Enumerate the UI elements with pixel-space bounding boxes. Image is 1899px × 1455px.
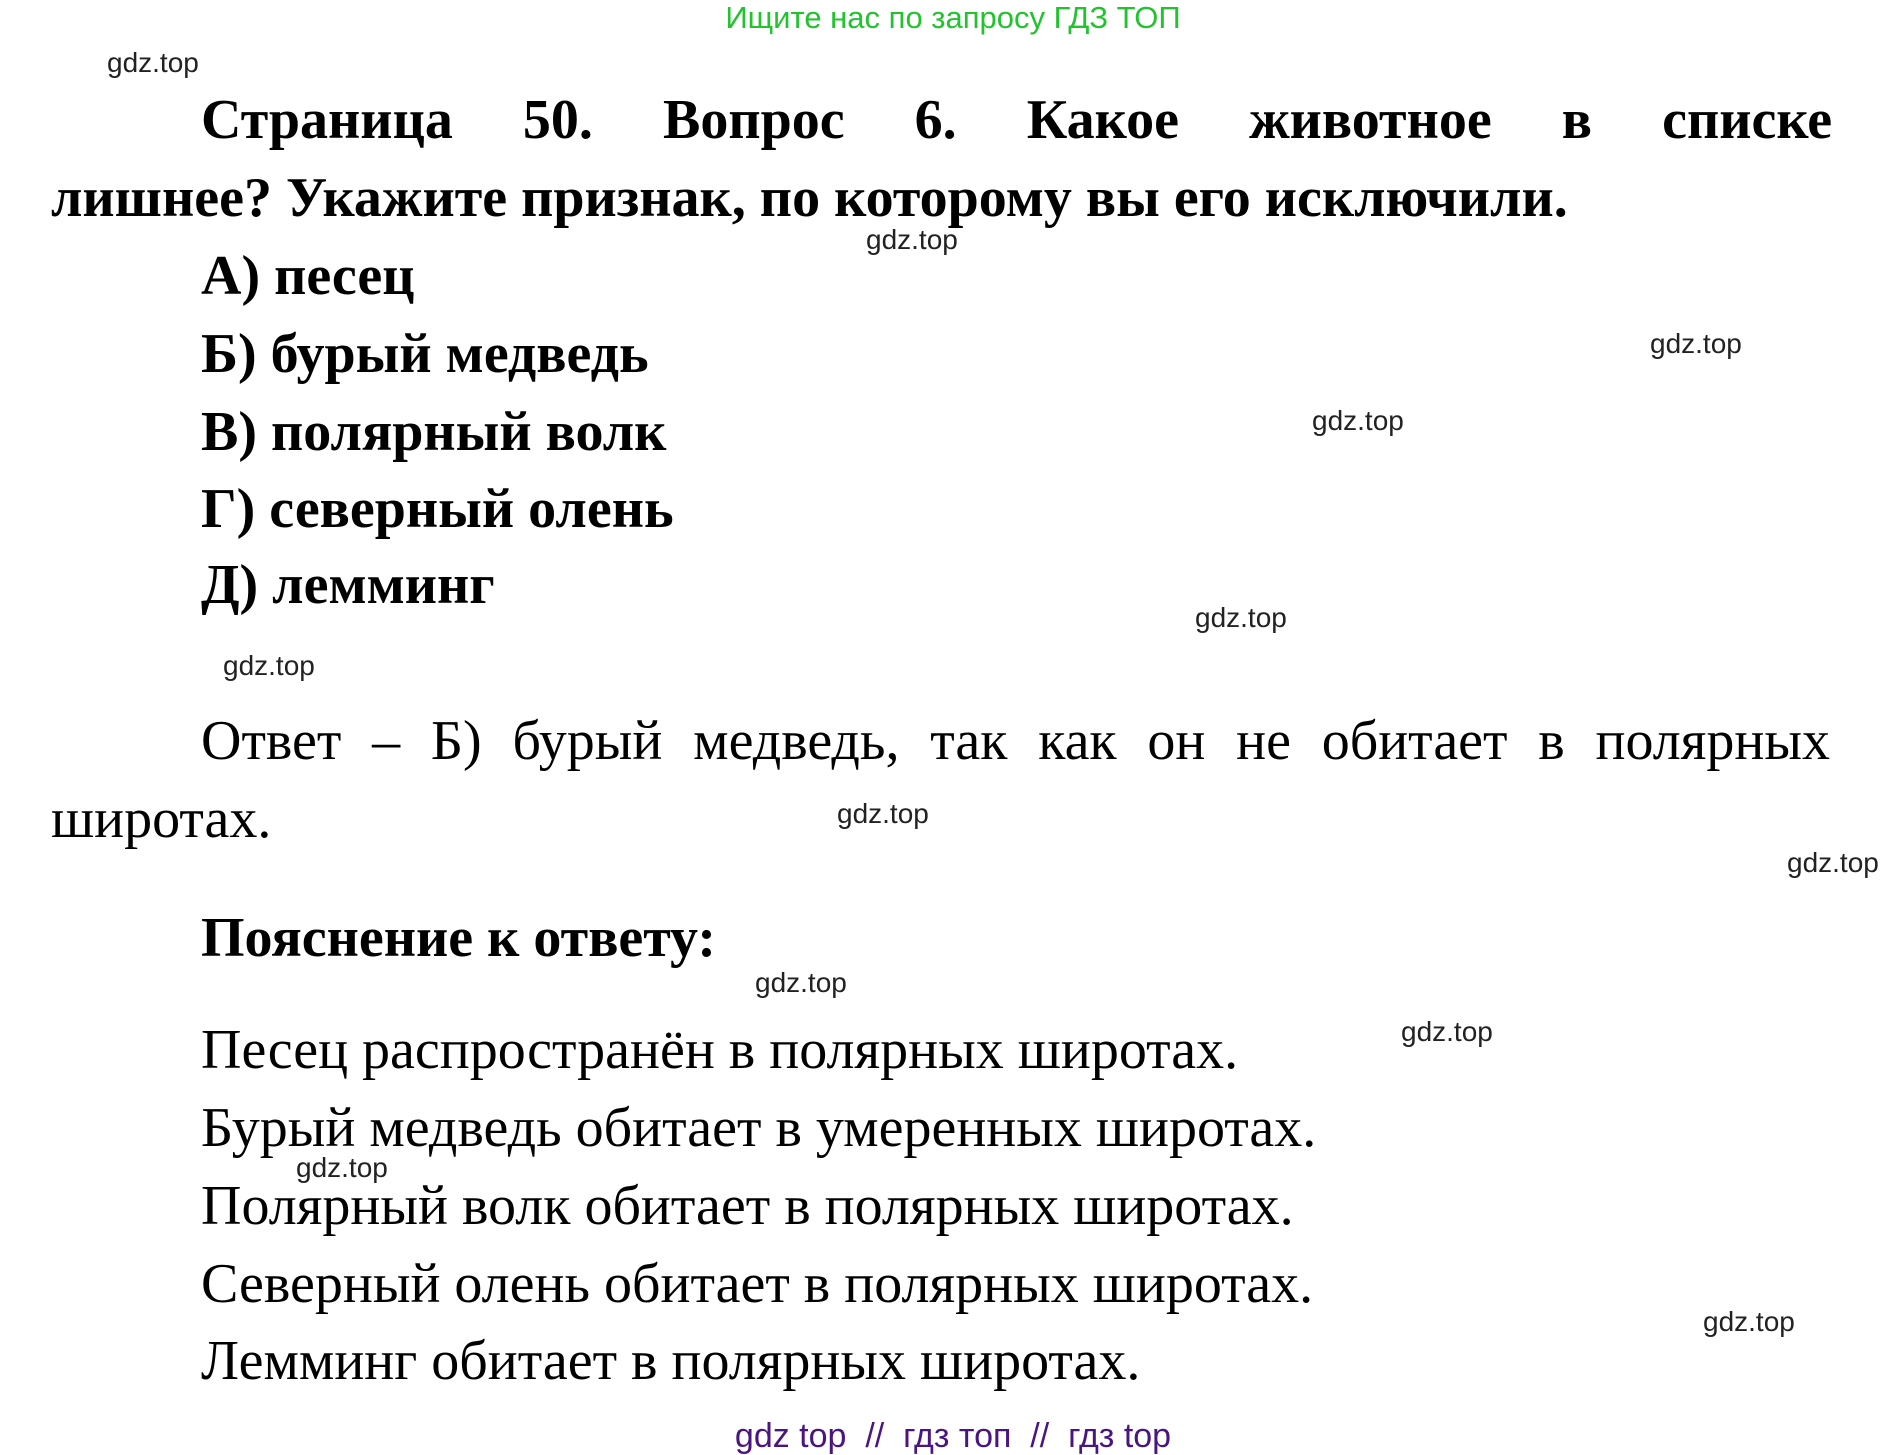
watermark: gdz.top: [1650, 328, 1742, 359]
option-b: Б) бурый медведь: [201, 323, 649, 385]
question-word: Какое: [1026, 89, 1179, 151]
watermark: gdz.top: [107, 47, 199, 78]
option-a: А) песец: [201, 245, 415, 307]
question-page-number: Страница 50. Вопрос 6.: [201, 89, 957, 151]
footer-links: gdz top // гдз топ // гдз top: [734, 1417, 1172, 1455]
watermark: gdz.top: [866, 224, 958, 255]
option-d: Г) северный олень: [201, 478, 674, 540]
explanation-line: Песец распространён в полярных широтах.: [201, 1019, 1239, 1081]
answer-line-1: Ответ – Б) бурый медведь, так как он не обитает в полярных: [201, 710, 1830, 772]
option-e: Д) лемминг: [201, 554, 495, 616]
explanation-title: Пояснение к ответу:: [201, 907, 716, 969]
option-c: В) полярный волк: [201, 401, 667, 463]
watermark: gdz.top: [1312, 405, 1404, 436]
watermark: gdz.top: [1703, 1306, 1795, 1337]
explanation-line: Бурый медведь обитает в умеренных широтах.: [201, 1097, 1317, 1159]
watermark: gdz.top: [223, 650, 315, 681]
watermark: gdz.top: [1195, 602, 1287, 633]
search-banner: Ищите нас по запросу ГДЗ ТОП: [725, 0, 1181, 35]
question-line-1: [201, 89, 1833, 151]
watermark: gdz.top: [1787, 847, 1879, 878]
question-word: списке: [1662, 89, 1833, 151]
question-line-2: лишнее? Укажите признак, по которому вы его исключили.: [51, 167, 1568, 229]
question-word: животное: [1249, 89, 1492, 151]
answer-line-2: широтах.: [51, 788, 272, 850]
explanation-line: Полярный волк обитает в полярных широтах.: [201, 1175, 1294, 1237]
question-word: в: [1561, 89, 1593, 151]
explanation-line: Лемминг обитает в полярных широтах.: [201, 1330, 1141, 1392]
watermark: gdz.top: [837, 798, 929, 829]
watermark: gdz.top: [1401, 1016, 1493, 1047]
explanation-line: Северный олень обитает в полярных широтах.: [201, 1253, 1314, 1315]
watermark: gdz.top: [755, 967, 847, 998]
watermark: gdz.top: [296, 1152, 388, 1183]
